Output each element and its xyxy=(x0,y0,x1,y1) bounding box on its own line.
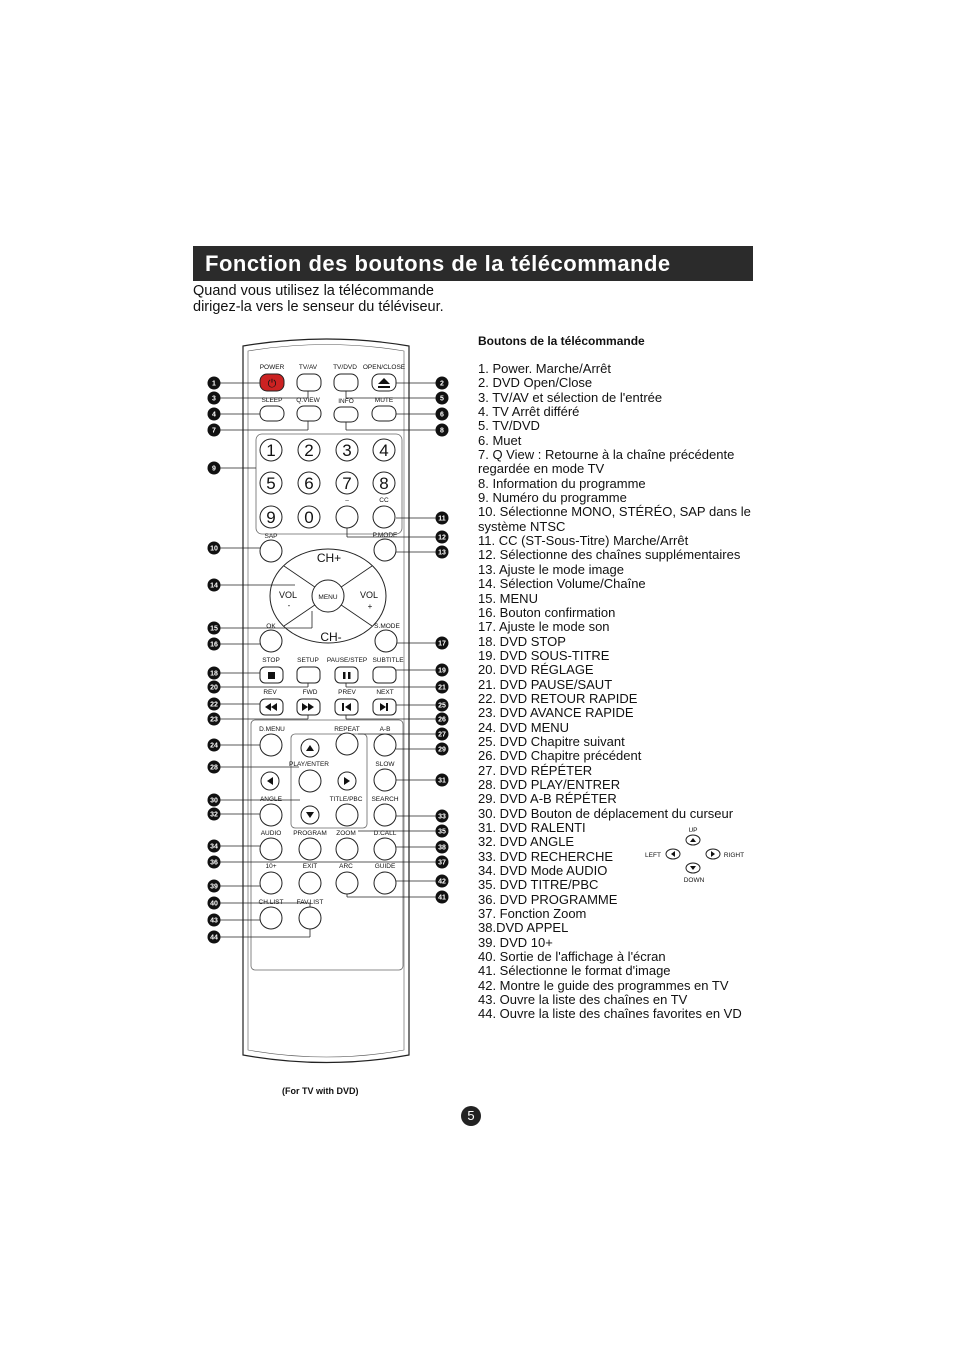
function-item: 4. TV Arrêt différé xyxy=(478,404,580,420)
digit-label: 2 xyxy=(304,441,314,460)
function-item: 39. DVD 10+ xyxy=(478,934,553,950)
function-item: 38.DVD APPEL xyxy=(478,920,569,936)
callout-29 xyxy=(436,743,449,756)
svg-text:37: 37 xyxy=(438,859,446,867)
subtitle-label: SUBTITLE xyxy=(372,657,404,664)
function-item: 18. DVD STOP xyxy=(478,633,566,649)
fwd-label: FWD xyxy=(302,689,318,696)
dcall-button xyxy=(374,838,396,860)
svg-text:38: 38 xyxy=(438,844,446,852)
dmenu-button xyxy=(260,734,282,756)
function-item: 37. Fonction Zoom xyxy=(478,906,587,922)
function-item: 36. DVD PROGRAMME xyxy=(478,891,618,907)
program-label: PROGRAM xyxy=(293,830,327,837)
page-title: Fonction des boutons de la télécommande xyxy=(193,246,753,281)
callout-42 xyxy=(436,875,449,888)
function-item: 29. DVD A-B RÉPÉTER xyxy=(478,791,617,807)
svg-text:27: 27 xyxy=(438,731,446,739)
svg-text:36: 36 xyxy=(210,859,218,867)
function-item: 44. Ouvre la liste des chaînes favorites en VD xyxy=(478,1006,742,1022)
audio-button xyxy=(260,838,282,860)
legend-left-label: LEFT xyxy=(645,852,661,859)
dcall-label: D.CALL xyxy=(373,830,397,837)
tvdvd-button xyxy=(334,374,358,391)
svg-text:4: 4 xyxy=(212,411,216,419)
callout-1 xyxy=(208,377,221,390)
svg-text:8: 8 xyxy=(440,427,444,435)
mute-label: MUTE xyxy=(374,397,394,404)
tvav-label: TV/AV xyxy=(298,364,318,371)
pmode-button xyxy=(374,539,396,561)
callout-40 xyxy=(208,897,221,910)
audio-label: AUDIO xyxy=(260,830,282,837)
callout-44 xyxy=(208,931,221,944)
legend-up-label: UP xyxy=(688,827,698,834)
callout-15 xyxy=(208,622,221,635)
callout-7 xyxy=(208,424,221,437)
callout-36 xyxy=(208,856,221,869)
function-item: 9. Numéro du programme xyxy=(478,490,627,506)
function-item: 10. Sélectionne MONO, STÉRÉO, SAP dans le système NTSC xyxy=(478,504,751,534)
svg-text:40: 40 xyxy=(210,900,218,908)
chplus-label: CH+ xyxy=(316,551,342,565)
function-item: 13. Ajuste le mode image xyxy=(478,561,624,577)
search-label: SEARCH xyxy=(371,796,399,803)
svg-text:11: 11 xyxy=(438,515,446,523)
tvdvd-label: TV/DVD xyxy=(333,364,357,371)
digit-label: 4 xyxy=(379,441,389,460)
arc-button xyxy=(336,872,358,894)
svg-text:16: 16 xyxy=(210,641,218,649)
svg-text:32: 32 xyxy=(210,811,218,819)
arc-label: ARC xyxy=(339,863,353,870)
rev-label: REV xyxy=(263,689,277,696)
vol-left-label: VOL xyxy=(278,590,298,600)
digit-label: 8 xyxy=(379,474,389,493)
function-item: 43. Ouvre la liste des chaînes en TV xyxy=(478,992,688,1008)
callout-4 xyxy=(208,408,221,421)
digit-label: 3 xyxy=(342,441,352,460)
callout-6 xyxy=(436,408,449,421)
favlist-label: FAV.LIST xyxy=(296,899,324,906)
digit-label: 1 xyxy=(266,441,276,460)
tvav-button xyxy=(297,374,321,391)
function-item: 19. DVD SOUS-TITRE xyxy=(478,647,610,663)
function-item: 3. TV/AV et sélection de l'entrée xyxy=(478,389,663,405)
callout-19 xyxy=(436,664,449,677)
qview-button xyxy=(297,406,321,421)
callout-41 xyxy=(436,891,449,904)
titlepbc-label: TITLE/PBC xyxy=(329,796,363,803)
slow-button xyxy=(374,769,396,791)
menu-label: MENU xyxy=(318,594,338,601)
ok-button xyxy=(260,630,282,652)
function-item: 2. DVD Open/Close xyxy=(478,375,593,391)
sap-button xyxy=(260,540,282,562)
prev-label: PREV xyxy=(338,689,356,696)
repeat-label: REPEAT xyxy=(334,726,360,733)
ok-label: OK xyxy=(266,623,276,630)
info-button xyxy=(334,407,358,422)
ab-label: A-B xyxy=(379,726,391,733)
repeat-button xyxy=(336,733,358,755)
function-item: 35. DVD TITRE/PBC xyxy=(478,877,599,893)
ab-button xyxy=(374,734,396,756)
chminus-label: CH- xyxy=(320,630,342,644)
chlist-label: CH.LIST xyxy=(258,899,284,906)
callout-22 xyxy=(208,698,221,711)
svg-text:39: 39 xyxy=(210,883,218,891)
svg-text:22: 22 xyxy=(210,701,218,709)
callout-26 xyxy=(436,713,449,726)
svg-text:26: 26 xyxy=(438,716,446,724)
figure-caption: (For TV with DVD) xyxy=(282,1086,359,1096)
exit-label: EXIT xyxy=(302,863,318,870)
intro-line: Quand vous utilisez la télécommande xyxy=(193,283,434,299)
function-item: 1. Power. Marche/Arrêt xyxy=(478,361,611,376)
tenplus-button xyxy=(260,872,282,894)
legend-right-label: RIGHT xyxy=(723,852,745,859)
svg-text:33: 33 xyxy=(438,813,446,821)
dash-label: – xyxy=(345,497,349,504)
svg-text:13: 13 xyxy=(438,549,446,557)
vol-plus-label: + xyxy=(367,602,373,611)
function-item: 31. DVD RALENTI xyxy=(478,820,586,835)
svg-text:1: 1 xyxy=(212,380,216,388)
program-button xyxy=(299,838,321,860)
function-item: 30. DVD Bouton de déplacement du curseur xyxy=(478,805,734,821)
angle-label: ANGLE xyxy=(259,796,283,803)
zoom-label: ZOOM xyxy=(336,830,356,837)
qview-label: Q.VIEW xyxy=(296,397,320,404)
svg-text:15: 15 xyxy=(210,625,218,633)
function-item: 27. DVD RÉPÉTER xyxy=(478,762,593,778)
setup-button xyxy=(297,667,320,683)
callout-13 xyxy=(436,546,449,559)
function-item: 22. DVD RETOUR RAPIDE xyxy=(478,690,638,706)
function-item: 15. MENU xyxy=(478,590,538,606)
tenplus-label: 10+ xyxy=(265,863,277,870)
function-item: 26. DVD Chapitre précédent xyxy=(478,748,642,764)
stop-icon xyxy=(268,672,275,679)
function-item: 7. Q View : Retourne à la chaîne précédente regardée en mode TV xyxy=(478,447,735,477)
angle-button xyxy=(260,804,282,826)
function-item: 40. Sortie de l'affichage à l'écran xyxy=(478,949,666,965)
callout-18 xyxy=(208,667,221,680)
svg-text:28: 28 xyxy=(210,764,218,772)
svg-text:42: 42 xyxy=(438,878,446,886)
callout-28 xyxy=(208,761,221,774)
openclose-label: OPEN/CLOSE xyxy=(362,364,406,371)
function-item: 32. DVD ANGLE xyxy=(478,834,575,850)
vol-minus-label: - xyxy=(287,601,291,610)
svg-text:21: 21 xyxy=(438,684,446,692)
callout-23 xyxy=(208,713,221,726)
svg-text:6: 6 xyxy=(440,411,444,419)
next-label: NEXT xyxy=(376,689,394,696)
callout-21 xyxy=(436,681,449,694)
mute-button xyxy=(372,406,396,421)
callout-39 xyxy=(208,880,221,893)
exit-button xyxy=(299,872,321,894)
callout-2 xyxy=(436,377,449,390)
function-item: 33. DVD RECHERCHE xyxy=(478,848,614,864)
function-list xyxy=(478,362,768,1022)
sleep-button xyxy=(260,406,284,421)
function-item: 11. CC (ST-Sous-Titre) Marche/Arrêt xyxy=(478,533,689,549)
digit-label: 7 xyxy=(342,474,352,493)
callout-27 xyxy=(436,728,449,741)
callout-37 xyxy=(436,856,449,869)
svg-text:19: 19 xyxy=(438,667,446,675)
svg-text:18: 18 xyxy=(210,670,218,678)
function-item: 28. DVD PLAY/ENTRER xyxy=(478,776,621,792)
callout-10 xyxy=(208,542,221,555)
setup-label: SETUP xyxy=(297,657,319,664)
sap-label: SAP xyxy=(264,533,278,540)
function-item: 5. TV/DVD xyxy=(478,418,540,434)
svg-text:29: 29 xyxy=(438,746,446,754)
callout-17 xyxy=(436,637,449,650)
guide-button xyxy=(374,872,396,894)
callout-14 xyxy=(208,579,221,592)
svg-text:35: 35 xyxy=(438,828,446,836)
svg-text:30: 30 xyxy=(210,797,218,805)
dmenu-label: D.MENU xyxy=(259,726,285,733)
callout-9 xyxy=(208,462,221,475)
search-button xyxy=(374,804,396,826)
function-item: 24. DVD MENU xyxy=(478,719,570,735)
function-item: 42. Montre le guide des programmes en TV xyxy=(478,977,729,993)
callout-34 xyxy=(208,840,221,853)
svg-text:12: 12 xyxy=(438,534,446,542)
callout-43 xyxy=(208,914,221,927)
callout-3 xyxy=(208,392,221,405)
callout-8 xyxy=(436,424,449,437)
function-item: 16. Bouton confirmation xyxy=(478,604,616,620)
svg-text:10: 10 xyxy=(210,545,218,553)
digit-label: 0 xyxy=(304,508,314,527)
svg-text:44: 44 xyxy=(210,934,218,942)
legend-down-label: DOWN xyxy=(683,877,705,884)
subtitle-button xyxy=(373,667,396,683)
function-item: 12. Sélectionne des chaînes supplémentaires xyxy=(478,547,741,563)
sleep-label: SLEEP xyxy=(261,397,283,404)
slow-label: SLOW xyxy=(375,761,395,768)
function-item: 34. DVD Mode AUDIO xyxy=(478,863,608,879)
svg-text:34: 34 xyxy=(210,843,218,851)
callout-31 xyxy=(436,774,449,787)
smode-button xyxy=(375,630,397,652)
callout-33 xyxy=(436,810,449,823)
callout-16 xyxy=(208,638,221,651)
function-item: 20. DVD RÉGLAGE xyxy=(478,662,594,678)
cc-label: CC xyxy=(379,497,389,504)
svg-text:5: 5 xyxy=(440,395,444,403)
favlist-button xyxy=(299,907,321,929)
function-item: 41. Sélectionne le format d'image xyxy=(478,963,671,979)
pausestep-button xyxy=(335,667,358,683)
info-label: INFO xyxy=(338,398,354,405)
vol-right-label: VOL xyxy=(359,590,379,600)
chlist-button xyxy=(260,907,282,929)
smode-label: S.MODE xyxy=(374,623,400,630)
function-item: 17. Ajuste le mode son xyxy=(478,619,610,635)
svg-text:20: 20 xyxy=(210,684,218,692)
digit-label: 6 xyxy=(304,474,314,493)
guide-label: GUIDE xyxy=(374,863,396,870)
callout-5 xyxy=(436,392,449,405)
callout-12 xyxy=(436,531,449,544)
playenter-button xyxy=(299,770,321,792)
callout-32 xyxy=(208,808,221,821)
digit-label: 5 xyxy=(266,474,276,493)
pause-icon xyxy=(343,672,346,679)
callout-25 xyxy=(436,699,449,712)
function-item: 23. DVD AVANCE RAPIDE xyxy=(478,705,634,721)
dash-button xyxy=(336,506,358,528)
function-item: 25. DVD Chapitre suivant xyxy=(478,733,625,749)
digit-label: 9 xyxy=(266,508,276,527)
svg-text:14: 14 xyxy=(210,582,218,590)
cc-button xyxy=(373,506,395,528)
power-label: POWER xyxy=(259,364,285,371)
svg-text:3: 3 xyxy=(212,395,216,403)
callout-38 xyxy=(436,841,449,854)
callout-24 xyxy=(208,739,221,752)
power-icon: ⏻ xyxy=(267,378,277,390)
function-item: 8. Information du programme xyxy=(478,475,646,491)
function-item: 14. Sélection Volume/Chaîne xyxy=(478,576,646,592)
stop-label: STOP xyxy=(262,657,280,664)
callout-35 xyxy=(436,825,449,838)
svg-text:9: 9 xyxy=(212,465,216,473)
page-number-badge: 5 xyxy=(461,1106,481,1126)
list-heading: Boutons de la télécommande xyxy=(478,334,645,348)
svg-text:7: 7 xyxy=(212,427,216,435)
svg-text:23: 23 xyxy=(210,716,218,724)
pmode-label: P.MODE xyxy=(372,532,398,539)
function-item: 6. Muet xyxy=(478,432,522,448)
svg-text:43: 43 xyxy=(210,917,218,925)
callout-30 xyxy=(208,794,221,807)
playenter-label: PLAY/ENTER xyxy=(289,761,329,768)
svg-text:31: 31 xyxy=(438,777,446,785)
zoom-button xyxy=(336,838,358,860)
callout-20 xyxy=(208,681,221,694)
svg-text:24: 24 xyxy=(210,742,218,750)
callout-11 xyxy=(436,512,449,525)
function-item: 21. DVD PAUSE/SAUT xyxy=(478,676,613,692)
intro-line: dirigez-la vers le senseur du téléviseur. xyxy=(193,299,444,315)
titlepbc-button xyxy=(336,804,358,826)
svg-text:41: 41 xyxy=(438,894,446,902)
svg-text:17: 17 xyxy=(438,640,446,648)
svg-text:25: 25 xyxy=(438,702,446,710)
svg-text:2: 2 xyxy=(440,380,444,388)
pausestep-label: PAUSE/STEP xyxy=(326,657,368,664)
